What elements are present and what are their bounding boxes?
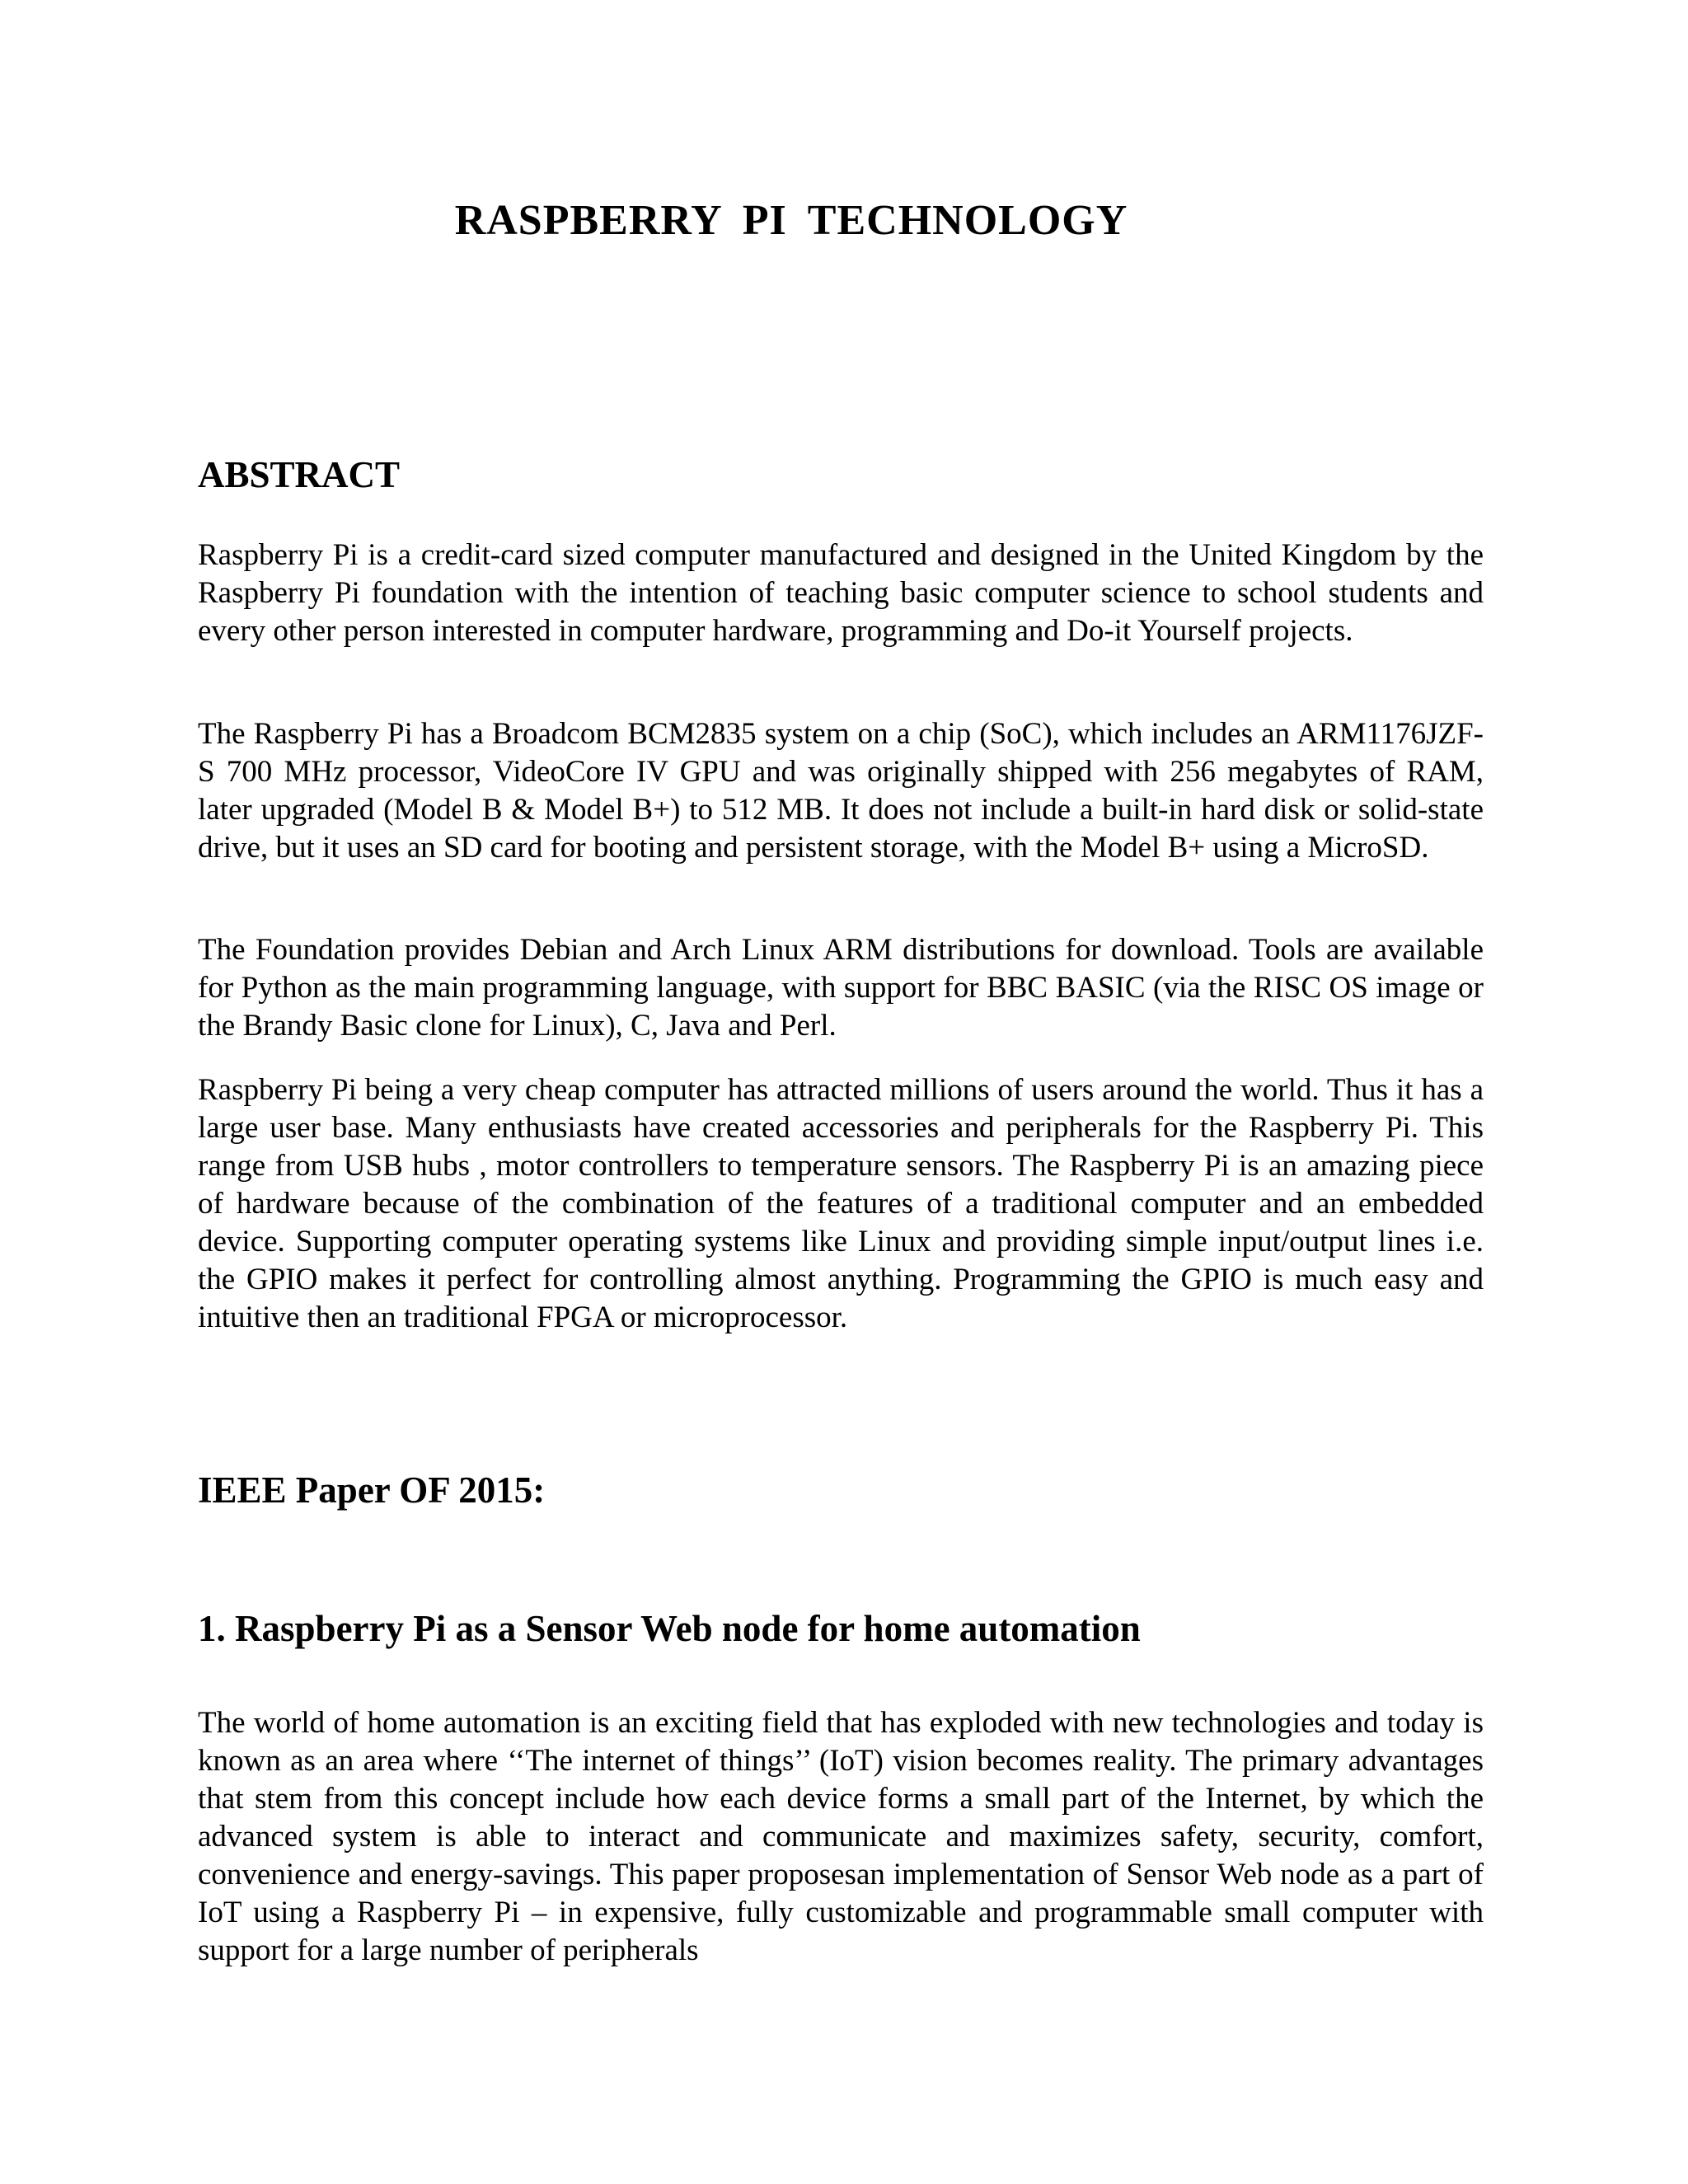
ieee-heading: IEEE Paper OF 2015: [198,1469,546,1511]
abstract-heading: ABSTRACT [198,454,401,495]
abstract-paragraph-1: Raspberry Pi is a credit-card sized computer manufactured and designed in the United Kingdom by the Raspberry Pi foundation with the intention of teaching basic computer science to school students and every other person interested in computer hardware, programming and Do-it Yourself projects. [198,538,1484,648]
page-title: RASPBERRY PI TECHNOLOGY [454,197,1128,244]
abstract-paragraph-2: The Raspberry Pi has a Broadcom BCM2835 system on a chip (SoC), which includes an ARM1176JZF-S 700 MHz processor, VideoCore IV GPU and was originally shipped with 256 megabytes of RAM, later upgraded (Model B & Model B+) to 512 MB. It does not include a built-in hard disk or solid-state drive, but it uses an SD card for booting and persistent storage, with the Model B+ using a MicroSD. [198,717,1484,865]
abstract-paragraph-4: Raspberry Pi being a very cheap computer has attracted millions of users around the world. Thus it has a large user base. Many enthusiasts have created accessories and peripherals for the Raspberry Pi. This range from USB hubs , motor controllers to temperature sensors. The Raspberry Pi is an amazing piece of hardware because of the combination of the features of a traditional computer and an embedded device. Supporting computer operating systems like Linux and providing simple input/output lines i.e. the GPIO makes it perfect for controlling almost anything. Programming the GPIO is much easy and intuitive then an traditional FPGA or microprocessor. [198,1073,1484,1334]
abstract-paragraph-3: The Foundation provides Debian and Arch Linux ARM distributions for download. Tools are available for Python as the main programming language, with support for BBC BASIC (via the RISC OS image or the Brandy Basic clone for Linux), C, Java and Perl. [198,933,1484,1043]
section-1-paragraph: The world of home automation is an exciting field that has exploded with new technologies and today is known as an area where ‘‘The internet of things’’ (IoT) vision becomes reality. The primary advantages that stem from this concept include how each device forms a small part of the Internet, by which the advanced system is able to interact and communicate and maximizes safety, security, comfort, convenience and energy-savings. This paper proposesan implementation of Sensor Web node as a part of IoT using a Raspberry Pi – in expensive, fully customizable and programmable small computer with support for a large number of peripherals [198,1706,1484,1967]
section-1-heading: 1. Raspberry Pi as a Sensor Web node for home automation [198,1608,1141,1649]
